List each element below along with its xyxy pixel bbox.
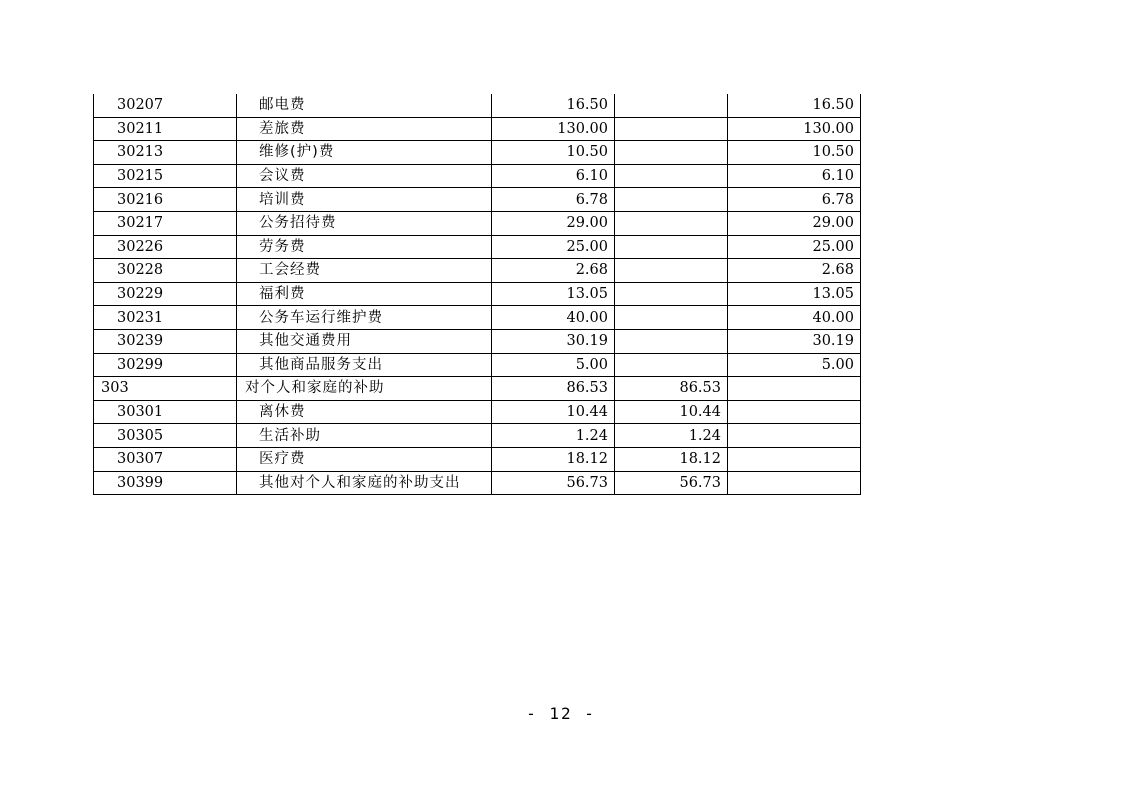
project-expenditure-cell: 40.00 xyxy=(728,306,861,330)
total-amount-cell: 10.50 xyxy=(492,141,615,165)
name-cell: 培训费 xyxy=(237,188,492,212)
project-expenditure-cell: 25.00 xyxy=(728,235,861,259)
total-amount-cell: 13.05 xyxy=(492,282,615,306)
name-cell: 其他交通费用 xyxy=(237,329,492,353)
table-row xyxy=(94,164,861,188)
name-cell: 医疗费 xyxy=(237,447,492,471)
table-row xyxy=(94,235,861,259)
basic-expenditure-cell xyxy=(615,117,728,141)
code-cell: 30228 xyxy=(94,259,237,283)
table-row xyxy=(94,471,861,495)
table-row xyxy=(94,353,861,377)
project-expenditure-cell xyxy=(728,471,861,495)
name-cell: 维修(护)费 xyxy=(237,141,492,165)
code-cell: 30211 xyxy=(94,117,237,141)
total-amount-cell: 2.68 xyxy=(492,259,615,283)
project-expenditure-cell: 29.00 xyxy=(728,211,861,235)
code-cell: 30213 xyxy=(94,141,237,165)
project-expenditure-cell xyxy=(728,377,861,401)
code-cell: 30229 xyxy=(94,282,237,306)
project-expenditure-cell: 16.50 xyxy=(728,94,861,117)
name-cell: 离休费 xyxy=(237,400,492,424)
total-amount-cell: 6.10 xyxy=(492,164,615,188)
expenditure-table xyxy=(93,94,861,495)
code-cell: 30216 xyxy=(94,188,237,212)
table-row xyxy=(94,188,861,212)
basic-expenditure-cell xyxy=(615,306,728,330)
code-cell: 30305 xyxy=(94,424,237,448)
code-cell: 303 xyxy=(94,377,237,401)
project-expenditure-cell: 130.00 xyxy=(728,117,861,141)
code-cell: 30226 xyxy=(94,235,237,259)
code-cell: 30399 xyxy=(94,471,237,495)
name-cell: 差旅费 xyxy=(237,117,492,141)
table-row xyxy=(94,141,861,165)
basic-expenditure-cell xyxy=(615,141,728,165)
project-expenditure-cell: 30.19 xyxy=(728,329,861,353)
basic-expenditure-cell xyxy=(615,211,728,235)
name-cell: 邮电费 xyxy=(237,94,492,117)
table-row xyxy=(94,329,861,353)
total-amount-cell: 25.00 xyxy=(492,235,615,259)
project-expenditure-cell: 6.10 xyxy=(728,164,861,188)
basic-expenditure-cell xyxy=(615,94,728,117)
project-expenditure-cell xyxy=(728,447,861,471)
table-row xyxy=(94,377,861,401)
project-expenditure-cell: 6.78 xyxy=(728,188,861,212)
table-row xyxy=(94,447,861,471)
name-cell: 工会经费 xyxy=(237,259,492,283)
basic-expenditure-cell xyxy=(615,282,728,306)
name-cell: 福利费 xyxy=(237,282,492,306)
total-amount-cell: 56.73 xyxy=(492,471,615,495)
name-cell: 会议费 xyxy=(237,164,492,188)
table-row xyxy=(94,117,861,141)
basic-expenditure-cell: 10.44 xyxy=(615,400,728,424)
total-amount-cell: 5.00 xyxy=(492,353,615,377)
total-amount-cell: 86.53 xyxy=(492,377,615,401)
expenditure-table-body xyxy=(94,94,861,495)
basic-expenditure-cell xyxy=(615,235,728,259)
project-expenditure-cell xyxy=(728,400,861,424)
name-cell: 生活补助 xyxy=(237,424,492,448)
basic-expenditure-cell: 18.12 xyxy=(615,447,728,471)
total-amount-cell: 10.44 xyxy=(492,400,615,424)
total-amount-cell: 6.78 xyxy=(492,188,615,212)
table-row xyxy=(94,211,861,235)
name-cell: 公务招待费 xyxy=(237,211,492,235)
code-cell: 30217 xyxy=(94,211,237,235)
code-cell: 30207 xyxy=(94,94,237,117)
basic-expenditure-cell xyxy=(615,329,728,353)
project-expenditure-cell: 10.50 xyxy=(728,141,861,165)
basic-expenditure-cell xyxy=(615,353,728,377)
table-row xyxy=(94,400,861,424)
basic-expenditure-cell: 56.73 xyxy=(615,471,728,495)
code-cell: 30239 xyxy=(94,329,237,353)
table-row xyxy=(94,306,861,330)
table-row xyxy=(94,424,861,448)
code-cell: 30299 xyxy=(94,353,237,377)
table-row xyxy=(94,259,861,283)
name-cell: 其他对个人和家庭的补助支出 xyxy=(237,471,492,495)
basic-expenditure-cell xyxy=(615,259,728,283)
basic-expenditure-cell xyxy=(615,188,728,212)
total-amount-cell: 29.00 xyxy=(492,211,615,235)
name-cell: 对个人和家庭的补助 xyxy=(237,377,492,401)
basic-expenditure-cell: 86.53 xyxy=(615,377,728,401)
code-cell: 30301 xyxy=(94,400,237,424)
name-cell: 其他商品服务支出 xyxy=(237,353,492,377)
basic-expenditure-cell: 1.24 xyxy=(615,424,728,448)
table-row xyxy=(94,282,861,306)
total-amount-cell: 16.50 xyxy=(492,94,615,117)
table-row xyxy=(94,94,861,117)
project-expenditure-cell: 13.05 xyxy=(728,282,861,306)
code-cell: 30231 xyxy=(94,306,237,330)
code-cell: 30215 xyxy=(94,164,237,188)
total-amount-cell: 40.00 xyxy=(492,306,615,330)
code-cell: 30307 xyxy=(94,447,237,471)
total-amount-cell: 30.19 xyxy=(492,329,615,353)
name-cell: 劳务费 xyxy=(237,235,492,259)
project-expenditure-cell: 2.68 xyxy=(728,259,861,283)
name-cell: 公务车运行维护费 xyxy=(237,306,492,330)
total-amount-cell: 18.12 xyxy=(492,447,615,471)
total-amount-cell: 1.24 xyxy=(492,424,615,448)
project-expenditure-cell: 5.00 xyxy=(728,353,861,377)
basic-expenditure-cell xyxy=(615,164,728,188)
page-number: - 12 - xyxy=(526,704,596,723)
project-expenditure-cell xyxy=(728,424,861,448)
total-amount-cell: 130.00 xyxy=(492,117,615,141)
